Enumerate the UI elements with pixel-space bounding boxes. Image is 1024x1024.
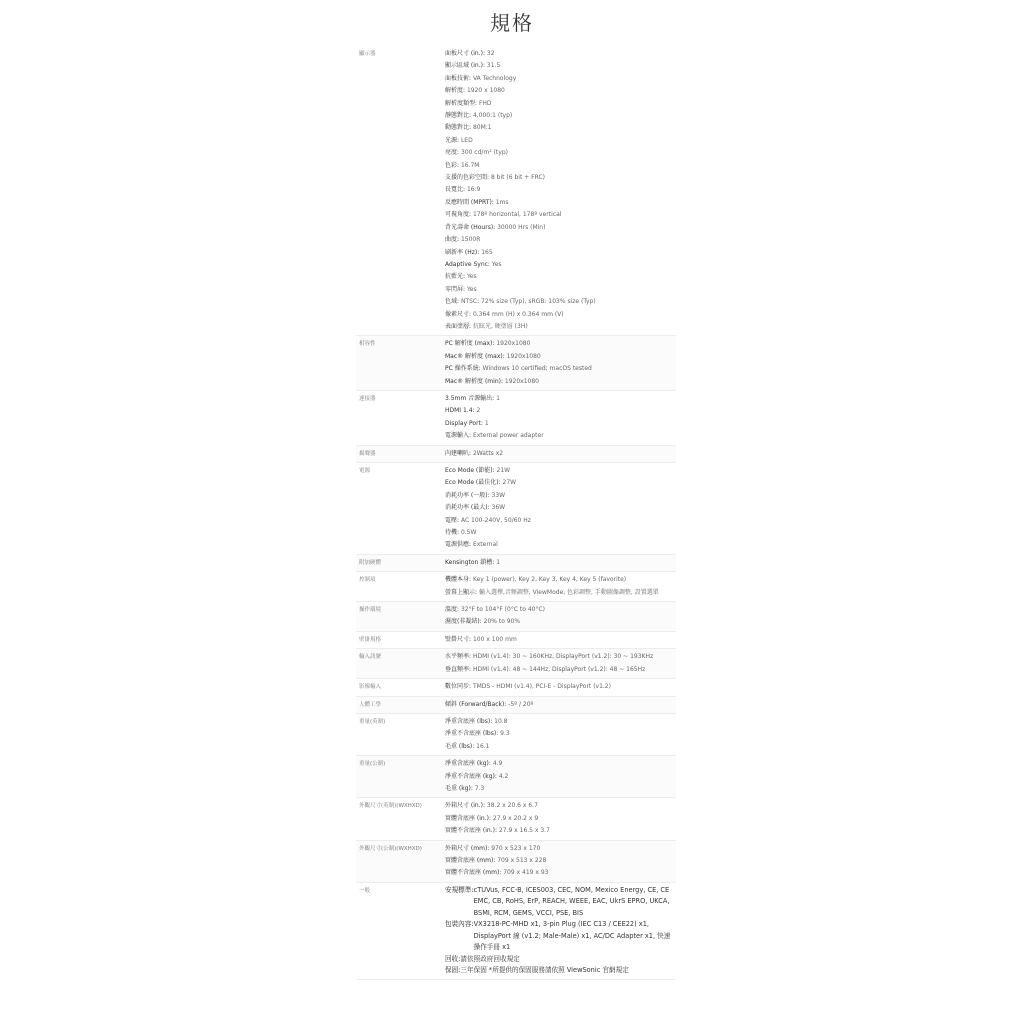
spec-key: 解析度: — [445, 87, 466, 95]
spec-item — [445, 465, 676, 477]
spec-key: Mac® 解析度 (min): — [445, 377, 503, 385]
spec-items — [445, 574, 676, 599]
spec-row — [356, 697, 676, 714]
spec-value: HDMI (v1.4): 48 ~ 144Hz, DisplayPort (v1.2): 48 ~ 165Hz — [471, 665, 646, 673]
spec-items — [445, 448, 676, 460]
spec-category-label: 顯示器 — [359, 51, 376, 57]
spec-item — [445, 98, 676, 110]
spec-key: 傾斜 (Forward/Back): — [445, 700, 507, 708]
spec-item — [445, 363, 676, 375]
spec-item — [445, 587, 676, 599]
spec-item — [445, 122, 676, 134]
spec-value: External power adapter — [471, 432, 544, 440]
spec-value: 1920 x 1080 — [465, 87, 505, 95]
spec-key: 解析度類型: — [445, 99, 478, 107]
spec-value: VA Technology — [471, 74, 517, 82]
spec-item — [445, 284, 676, 296]
spec-item — [445, 60, 676, 72]
spec-row — [356, 602, 676, 632]
spec-value: 1920x1080 — [504, 352, 541, 360]
spec-key: 表面塗層: — [445, 322, 472, 330]
spec-key: 淨重不含底座 (kg): — [445, 772, 497, 780]
spec-item — [445, 825, 676, 837]
spec-value: -5º / 20º — [506, 700, 534, 708]
spec-key: 實體含底座 (mm): — [445, 856, 496, 864]
spec-key: 包裝內容: — [445, 920, 474, 929]
spec-category-label: 人體工學 — [359, 701, 382, 708]
spec-items — [445, 800, 676, 837]
spec-item — [445, 758, 676, 770]
spec-item — [445, 48, 676, 60]
spec-row — [356, 463, 676, 555]
spec-value: Windows 10 certified; macOS tested — [480, 365, 592, 373]
spec-value: 1 — [482, 419, 489, 427]
spec-items — [445, 716, 676, 753]
spec-items — [445, 604, 676, 629]
spec-key: 外箱尺寸 (in.): — [445, 802, 485, 810]
spec-key: 毛重 (kg): — [445, 784, 473, 792]
spec-item — [445, 616, 676, 628]
spec-key: 抗藍光: — [445, 273, 466, 281]
spec-item — [445, 813, 676, 825]
spec-item — [445, 234, 676, 246]
spec-category-label: 連接器 — [359, 395, 376, 402]
spec-item — [445, 418, 676, 430]
spec-item — [445, 222, 676, 234]
spec-item — [445, 741, 676, 753]
spec-row — [356, 46, 676, 336]
spec-key: 壁掛尺寸: — [445, 635, 472, 643]
spec-key: 長寬比: — [445, 186, 466, 194]
spec-item — [445, 604, 676, 616]
spec-row — [356, 572, 676, 602]
spec-value: 三年保固 *所提供的保固服務請依照 ViewSonic 官網規定 — [460, 966, 629, 975]
spec-value: 165 — [479, 248, 493, 256]
spec-item — [445, 135, 676, 147]
spec-key: 消耗功率 (最大): — [445, 504, 490, 512]
spec-key: 刷新率 (Hz): — [445, 248, 480, 256]
spec-value: 1920x1080 — [494, 340, 531, 348]
spec-items — [445, 651, 676, 676]
spec-item — [445, 296, 676, 308]
spec-value: VX3218-PC-MHD x1, 3-pin Plug (IEC C13 / CEE22) x1, DisplayPort 線 (v1.2; Male-Male) x1, AC/DC Adapter x1, 快速操作手冊 x1 — [473, 920, 671, 952]
spec-category-label: 電源 — [359, 468, 371, 474]
spec-item — [445, 783, 676, 795]
spec-key: 內建喇叭: — [445, 449, 472, 457]
spec-row — [356, 446, 676, 463]
spec-key: 顯示區域 (in.): — [445, 62, 485, 70]
spec-value: 7.3 — [472, 784, 485, 792]
spec-value: 10.8 — [492, 717, 508, 725]
spec-value: 970 x 523 x 170 — [489, 844, 541, 852]
spec-item — [445, 197, 676, 209]
spec-value: 抗眩光, 硬塗層 (3H) — [471, 322, 528, 330]
spec-value: 輸入選擇,音頻調整, ViewMode, 色彩調整, 手動圖像調整, 設置選單 — [477, 588, 659, 596]
spec-item — [445, 351, 676, 363]
spec-items — [445, 885, 676, 977]
spec-value: External — [471, 541, 498, 549]
spec-item — [445, 515, 676, 527]
spec-item — [445, 539, 676, 551]
spec-value: 27W — [500, 479, 517, 487]
spec-key: 3.5mm 音源輸出: — [445, 394, 495, 402]
spec-category-label: 揚聲器 — [359, 450, 376, 457]
spec-key: 機體本身: — [445, 576, 472, 584]
spec-category-label: 重量(公制) — [359, 761, 386, 768]
spec-key: 亮度: — [445, 149, 460, 157]
spec-items — [445, 843, 676, 880]
spec-value: TMDS - HDMI (v1.4), PCI-E - DisplayPort (v1.2) — [471, 683, 611, 691]
spec-key: 淨重含底座 (kg): — [445, 760, 491, 768]
spec-item — [445, 771, 676, 783]
spec-value: HDMI (v1.4): 30 ~ 160KHz, DisplayPort (v1.2): 30 ~ 193KHz — [471, 653, 654, 661]
spec-value: NTSC: 72% size (Typ), sRGB: 103% size (Typ) — [459, 298, 596, 306]
spec-category-label: 一般 — [359, 887, 371, 894]
spec-item — [445, 634, 676, 646]
spec-items — [445, 557, 676, 569]
spec-category-label: 外觀尺寸(英制)(WXHXD) — [359, 803, 422, 810]
spec-key: 螢幕上顯示: — [445, 588, 478, 596]
spec-value: 27.9 x 20.2 x 9 — [491, 814, 539, 822]
spec-key: 數位同步: — [445, 683, 472, 691]
spec-key: 靜態對比: — [445, 112, 472, 120]
spec-category-label: 相容性 — [359, 341, 376, 348]
spec-key: 可視角度: — [445, 211, 472, 219]
spec-value: 36W — [489, 504, 506, 512]
spec-item — [445, 867, 676, 879]
spec-category-label: 輸入訊號 — [359, 654, 382, 661]
spec-key: 零閃屏: — [445, 285, 466, 293]
spec-value: 4,000:1 (typ) — [471, 112, 513, 120]
spec-items — [445, 699, 676, 711]
spec-key: 光源: — [445, 136, 460, 144]
spec-item — [445, 172, 676, 184]
spec-row — [356, 632, 676, 649]
spec-value: LED — [459, 136, 473, 144]
spec-key: 電壓: — [445, 516, 460, 524]
spec-key: 背光壽命 (Hours): — [445, 223, 496, 231]
spec-item — [445, 309, 676, 321]
spec-item — [445, 728, 676, 740]
spec-key: Mac® 解析度 (max): — [445, 352, 505, 360]
spec-value: 709 x 513 x 228 — [495, 856, 547, 864]
spec-key: Eco Mode (最佳化): — [445, 479, 501, 487]
spec-value: 30000 Hrs (Min) — [495, 223, 546, 231]
spec-key: 淨重含底座 (lbs): — [445, 717, 493, 725]
spec-row — [356, 391, 676, 446]
spec-key: 面板技術: — [445, 74, 472, 82]
spec-key: 毛重 (lbs): — [445, 742, 475, 750]
spec-items — [445, 634, 676, 646]
spec-items — [445, 681, 676, 693]
spec-item — [445, 85, 676, 97]
spec-category-label: 操作環境 — [359, 607, 382, 614]
spec-item — [445, 716, 676, 728]
spec-item — [445, 405, 676, 417]
spec-key: 實體不含底座 (mm): — [445, 869, 502, 877]
spec-value: 1ms — [493, 198, 509, 206]
spec-key: PC 解析度 (max): — [445, 340, 495, 348]
spec-item — [445, 651, 676, 663]
spec-item — [445, 919, 676, 954]
spec-key: 電源輸入: — [445, 432, 472, 440]
spec-category-label: 控制項 — [359, 577, 376, 584]
spec-item — [445, 502, 676, 514]
spec-row — [356, 798, 676, 840]
spec-item — [445, 271, 676, 283]
spec-key: 電源供應: — [445, 541, 472, 549]
spec-item — [445, 147, 676, 159]
spec-table — [356, 46, 676, 980]
spec-value: Key 1 (power), Key 2, Key 3, Key 4, Key 5 (favorite) — [471, 576, 627, 584]
spec-item — [445, 954, 676, 966]
spec-key: 實體含底座 (in.): — [445, 814, 491, 822]
spec-items — [445, 48, 676, 333]
spec-key: 色域: — [445, 298, 460, 306]
spec-value: FHD — [477, 99, 492, 107]
spec-row — [356, 756, 676, 798]
spec-item — [445, 448, 676, 460]
spec-item — [445, 477, 676, 489]
spec-key: 水平頻率: — [445, 653, 472, 661]
spec-item — [445, 885, 676, 920]
spec-value: AC 100-240V, 50/60 Hz — [459, 516, 531, 524]
spec-value: 33W — [489, 491, 506, 499]
spec-item — [445, 557, 676, 569]
spec-value: 300 cd/m² (typ) — [459, 149, 508, 157]
spec-key: 實體不含底座 (in.): — [445, 827, 497, 835]
spec-value: 27.9 x 16.5 x 3.7 — [497, 827, 550, 835]
spec-items — [445, 465, 676, 552]
spec-row — [356, 679, 676, 696]
spec-items — [445, 393, 676, 443]
spec-item — [445, 184, 676, 196]
spec-value: 1 — [494, 394, 500, 402]
spec-item — [445, 664, 676, 676]
spec-item — [445, 965, 676, 977]
spec-key: 曲度: — [445, 236, 460, 244]
spec-key: 像素尺寸: — [445, 310, 472, 318]
spec-value: 38.2 x 20.6 x 6.7 — [485, 802, 538, 810]
spec-value: 1 — [494, 558, 501, 566]
spec-value: 100 x 100 mm — [471, 635, 517, 643]
spec-key: 色彩: — [445, 161, 460, 169]
spec-value: 2 — [474, 407, 481, 415]
spec-key: 支援的色彩空間: — [445, 174, 490, 182]
spec-value: 21W — [494, 467, 511, 474]
spec-value: 80M:1 — [471, 124, 492, 132]
spec-key: 回收: — [445, 954, 461, 963]
spec-value: 178º horizontal, 178º vertical — [471, 211, 562, 219]
spec-value: 4.2 — [496, 772, 509, 780]
spec-value: 31.5 — [485, 62, 501, 70]
spec-value: 709 x 419 x 93 — [501, 869, 549, 877]
spec-item — [445, 209, 676, 221]
spec-value: 2Watts x2 — [471, 449, 504, 457]
spec-category-label: 重量(英制) — [359, 718, 386, 725]
spec-key: 保固: — [445, 966, 461, 975]
spec-key: 濕度(非凝結): — [445, 618, 482, 626]
spec-item — [445, 110, 676, 122]
spec-item — [445, 527, 676, 539]
spec-item — [445, 160, 676, 172]
spec-item — [445, 247, 676, 259]
spec-value: 4.9 — [490, 760, 503, 768]
spec-item — [445, 73, 676, 85]
spec-key: 淨重不含底座 (lbs): — [445, 730, 499, 738]
spec-item — [445, 259, 676, 271]
spec-item — [445, 574, 676, 586]
spec-key: Eco Mode (節能): — [445, 467, 495, 474]
spec-item — [445, 855, 676, 867]
spec-item — [445, 681, 676, 693]
spec-value: Yes — [465, 273, 477, 281]
spec-key: 垂直頻率: — [445, 665, 472, 673]
spec-value: cTUVus, FCC-B, ICES003, CEC, NOM, Mexico Energy, CE, CE EMC, CB, RoHS, ErP, REACH, WEEE, EAC, UkrS EPRO, UKCA, BSMI, RCM, GEMS, VCCI, PSE, BIS — [473, 885, 670, 917]
spec-key: Adaptive Sync: — [445, 260, 490, 268]
spec-category-label: 附加硬體 — [359, 559, 382, 566]
spec-key: Display Port: — [445, 419, 483, 427]
spec-item — [445, 800, 676, 812]
spec-key: PC 操作系統: — [445, 365, 481, 373]
spec-items — [445, 758, 676, 795]
spec-value: 8 bit (6 bit + FRC) — [489, 174, 545, 182]
spec-category-label: 壁掛規格 — [359, 636, 382, 643]
spec-value: 20% to 90% — [481, 618, 521, 626]
spec-value: 32°F to 104°F (0°C to 40°C) — [459, 606, 546, 614]
spec-item — [445, 393, 676, 405]
spec-row — [356, 841, 676, 883]
spec-item — [445, 376, 676, 388]
spec-key: 消耗功率 (一般): — [445, 491, 490, 499]
spec-value: 32 — [485, 50, 495, 57]
spec-value: 請依照政府回收規定 — [460, 954, 520, 963]
spec-key: HDMI 1.4: — [445, 407, 475, 415]
spec-row — [356, 336, 676, 391]
spec-value: 0.5W — [459, 529, 477, 537]
spec-item — [445, 843, 676, 855]
spec-key: 待機: — [445, 529, 460, 537]
spec-row — [356, 555, 676, 572]
spec-item — [445, 321, 676, 333]
spec-item — [445, 490, 676, 502]
spec-category-label: 影像輸入 — [359, 684, 382, 691]
spec-items — [445, 338, 676, 388]
spec-key: 外箱尺寸 (mm): — [445, 844, 490, 852]
spec-value: 16.7M — [459, 161, 480, 169]
spec-value: Yes — [489, 260, 502, 268]
spec-item — [445, 430, 676, 442]
spec-item — [445, 699, 676, 711]
spec-value: 0.364 mm (H) x 0.364 mm (V) — [471, 310, 564, 318]
spec-key: 面板尺寸 (in.): — [445, 50, 485, 57]
spec-value: 16.1 — [474, 742, 490, 750]
spec-item — [445, 338, 676, 350]
spec-value: Yes — [465, 285, 477, 293]
spec-value: 16:9 — [465, 186, 481, 194]
spec-row — [356, 649, 676, 679]
spec-row — [356, 714, 676, 756]
spec-value: 9.3 — [498, 730, 510, 738]
spec-key: 反應時間 (MPRT): — [445, 198, 494, 206]
page-title: 規格 — [490, 11, 534, 35]
spec-key: 動態對比: — [445, 124, 472, 132]
spec-key: Kensington 鎖槽: — [445, 558, 495, 566]
spec-key: 溫度: — [445, 606, 460, 614]
spec-value: 1920x1080 — [503, 377, 539, 385]
spec-category-label: 外觀尺寸(公制)(WXHXD) — [359, 845, 422, 852]
spec-row — [356, 883, 676, 980]
spec-value: 1500R — [459, 236, 481, 244]
spec-key: 安規標準: — [445, 885, 474, 894]
